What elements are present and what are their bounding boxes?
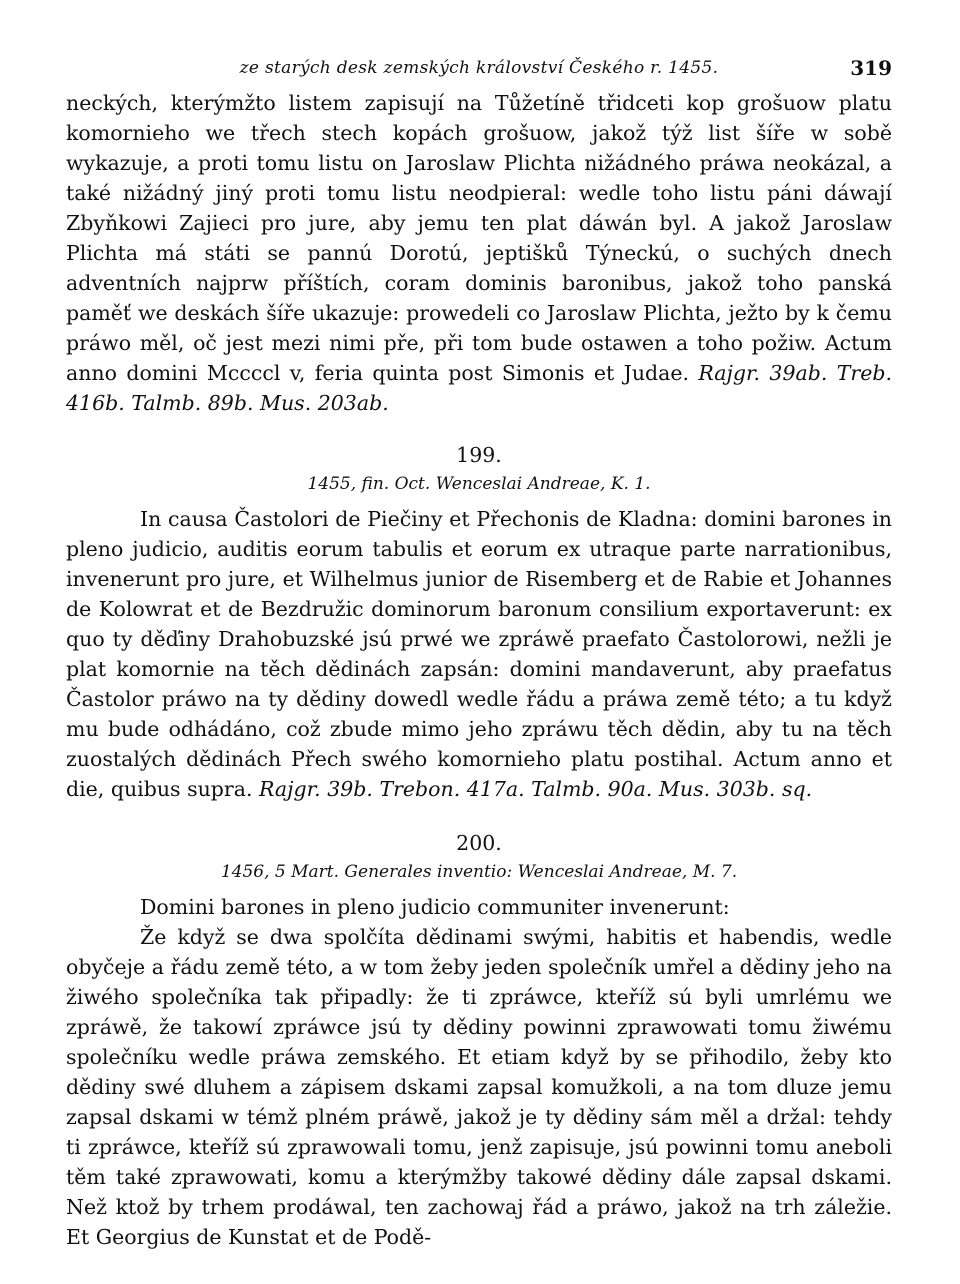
entry-date-200: 1456, 5 Mart. Generales inventio: Wenceslai Andreae, M. 7. bbox=[220, 862, 738, 882]
entry-text-199: In causa Častolori de Piečiny et Přechonis de Kladna: domini barones in pleno judicio, auditis eorum tabulis et eorum ex utraque parte narrationibus, invenerunt pro jure, et Wilhelmus junior de Risemberg et de Rabie et Johannes de Kolowrat et de Bezdružic dominorum baronum consilium exportaverunt: ex quo ty děďiny Drahobuzské jsú prwé we zpráwě praefato Častolorowi, nežli je plat komornie na těch dědinách zapsán: domini mandaverunt, aby praefatus Častolor práwo na ty dědiny dowedl wedle řádu a práwa země této; a tu když mu bude odhádáno, což zbude mimo jeho zpráwu těch dědin, aby tu na těch zuostalých dědinách Přech swého komornieho platu postihal. Actum anno et die, quibus supra. bbox=[66, 507, 892, 801]
source-references: Rajgr. 39ab. Treb. 416b. Talmb. 89b. Mus. 203ab. bbox=[66, 361, 892, 415]
running-head: ze starých desk zemských království Českého r. 1455. bbox=[239, 58, 719, 78]
entry-number-199: 199. bbox=[456, 443, 502, 467]
page-number: 319 bbox=[850, 56, 892, 80]
entry-intro-200: Domini barones in pleno judicio communiter invenerunt: bbox=[140, 895, 730, 919]
page-header bbox=[66, 48, 892, 88]
entry-text-199-block bbox=[66, 504, 892, 804]
entry-number-200: 200. bbox=[456, 831, 502, 855]
continued-text-block bbox=[66, 88, 892, 418]
continued-text: neckých, kterýmžto listem zapisují na Tůžetíně třidceti kop grošuow platu komornieho we třech stech kopách grošuow, jakož týž list šíře w sobě wykazuje, a proti tomu listu on Jaroslaw Plichta nižádného práwa neokázal, a také nižádný jiný proti tomu listu neodpieral: wedle toho listu páni dáwají Zbyňkowi Zajieci pro jure, aby jemu ten plat dáwán byl. A jakož Jaroslaw Plichta má státi se pannú Dorotú, jeptišků Týneckú, o suchých dnech adventních najprw příštích, coram dominis baronibus, jakož toho panská paměť we deskách šíře ukazuje: prowedeli co Jaroslaw Plichta, ježto by k čemu práwo měl, oč jest mezi nimi pře, při tom bude ostawen a toho požiw. Actum anno domini Mccccl v, feria quinta post Simonis et Judae. bbox=[66, 91, 892, 385]
source-references-199: Rajgr. 39b. Trebon. 417a. Talmb. 90a. Mus. 303b. sq. bbox=[259, 777, 813, 801]
entry-date-199: 1455, fin. Oct. Wenceslai Andreae, K. 1. bbox=[307, 474, 651, 494]
entry-text-200: Že když se dwa spolčíta dědinami swými, habitis et habendis, wedle obyčeje a řádu země této, a w tom žeby jeden společník umřel a dědiny jeho na žiwého společníka tak připadly: že ti zpráwce, kteříž sú byli umrlému we zpráwě, že takowí zpráwce jsú ty dědiny powinni zprawowati tomu žiwému společníku wedle práwa zemského. Et etiam když by se přihodilo, žeby kto dědiny swé dluhem a zápisem dskami zapsal komužkoli, a na tom dluze jemu zapsal dskami w témž plném práwě, jakož je ty dědiny sám měl a držal: tehdy ti zpráwce, kteříž sú zprawowali tomu, jenž zapisuje, jsú powinni tomu aneboli těm také zprawowati, komu a kterýmžby takowé dědiny dále zapsal dskami. Než ktož by trhem prodáwal, ten zachowaj řád a práwo, jakož na trh záležie. Et Georgius de Kunstat et de Podě- bbox=[66, 925, 892, 1249]
book-page bbox=[66, 48, 892, 1252]
